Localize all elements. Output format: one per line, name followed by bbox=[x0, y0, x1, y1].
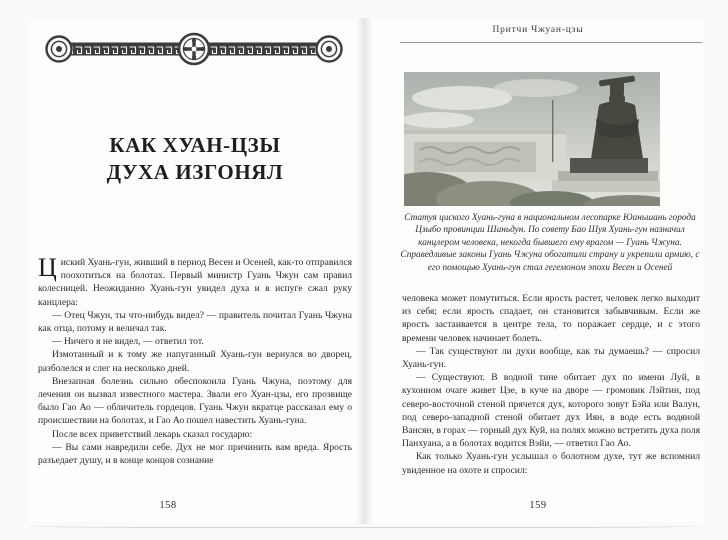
page-number-right: 159 bbox=[529, 500, 547, 511]
page-left bbox=[28, 20, 362, 522]
body-paragraph: — Так существуют ли духи вообще, как ты думаешь? — спросил Хуань-гун. bbox=[402, 345, 700, 371]
right-body-column bbox=[402, 292, 700, 477]
header-rule bbox=[400, 42, 702, 43]
statue-photo-illustration bbox=[404, 72, 660, 206]
body-paragraph: — Ничего я не видел, — ответил тот. bbox=[52, 336, 204, 348]
cloud-shape bbox=[404, 112, 474, 128]
body-paragraph bbox=[38, 253, 352, 309]
step bbox=[552, 180, 660, 192]
paragraph-text: иский Хуань-гун, живший в период Весен и Осеней, как-то отправился поохотиться на болотах. Первый министр Гуань Чжун сам правил колесницей. Неожиданно Хуань-гун увидел духа и в испуге сжал руку канцлера: bbox=[38, 257, 352, 308]
body-paragraph: Внезапная болезнь сильно обеспокоила Гуань Чжуна, поэтому для лечения он вызвал известного мастера. Звали его Хуан-цзы, его прозвище было Гао Ао — обличитель гордецов. Гуань Чжун вкратце рассказал ему о происшествии на болотах, и Гао Ао пошел навестить Хуань-гуна. bbox=[38, 375, 352, 427]
chapter-title-line1: КАК ХУАН-ЦЗЫ bbox=[109, 133, 281, 157]
page-right bbox=[372, 20, 704, 522]
body-paragraph: Измотанный и к тому же напуганный Хуань-гун вернулся во дворец, разболелся и слег на несколько дней. bbox=[38, 349, 352, 374]
body-paragraph: — Отец Чжун, ты что-нибудь видел? — правитель почитал Гуань Чжуна как отца, потому и величал так. bbox=[38, 309, 352, 335]
statue-photo bbox=[404, 72, 660, 206]
body-paragraph: Как только Хуань-гун услышал о болотном духе, тут же вспомнил увиденное на охоте и спросил: bbox=[402, 451, 700, 476]
cloud-shape bbox=[494, 79, 578, 97]
chapter-title-line2: ДУХА ИЗГОНЯЛ bbox=[106, 160, 284, 184]
body-paragraph: человека может помутиться. Если ярость растет, человек легко выходит из себя; если ярость спадает, он становится забывчивым. Если же ярость застаивается в центре тела, то поражает сердце, и с этого времени человек начинает болеть. bbox=[402, 293, 700, 344]
book-bottom-edge bbox=[30, 524, 700, 528]
right-medallion-icon bbox=[317, 37, 342, 62]
center-medallion-icon bbox=[179, 34, 209, 64]
left-body-column bbox=[38, 253, 352, 467]
ornament-band-icon bbox=[38, 32, 350, 66]
body-paragraph: После всех приветствий лекарь сказал государю: bbox=[52, 428, 253, 440]
body-paragraph: — Существуют. В водной тине обитает дух по имени Луй, в кухонном очаге живет Цзе, в куче на дворе — громовик Лэйтин, под северо-восточной стеной прячется дух, которого зовут Бэйа или Валун, под северо-западной стеной обитает дух Иян, в воде есть водяной Вансян, в горах — горный дух Куй, на полях можно встретить духа поля Панхуана, а в болотах водится Вэйи, — ответил Гао Ао. bbox=[402, 372, 700, 450]
pedestal bbox=[570, 158, 648, 173]
photo-caption: Статуя циского Хуань-гуна в национальном лесопарке Юаньшань города Цзыбо провинции Шаньдун. По совету Бао Шуя Хуань-гун назначил канцлером человека, некогда бывшего ему врагом — Гуань Чжуна. Справедливые законы Гуань Чжуна обогатили страну и укрепили армию, с его помощью Хуань-гун стал гегемоном эпохи Весен и Осеней bbox=[400, 213, 700, 273]
page-number-left: 158 bbox=[159, 500, 177, 511]
drop-cap: Ц bbox=[38, 253, 57, 282]
left-medallion-icon bbox=[47, 37, 72, 62]
book-gutter-shadow bbox=[356, 18, 372, 524]
flag-pole bbox=[552, 100, 553, 162]
body-paragraph: — Вы сами навредили себе. Дух не мог причинить вам вреда. Ярость разъедает душу, и в конце концов сознание bbox=[38, 441, 352, 467]
running-header: Притчи Чжуан-цзы bbox=[492, 25, 584, 35]
chapter-title bbox=[28, 132, 362, 186]
